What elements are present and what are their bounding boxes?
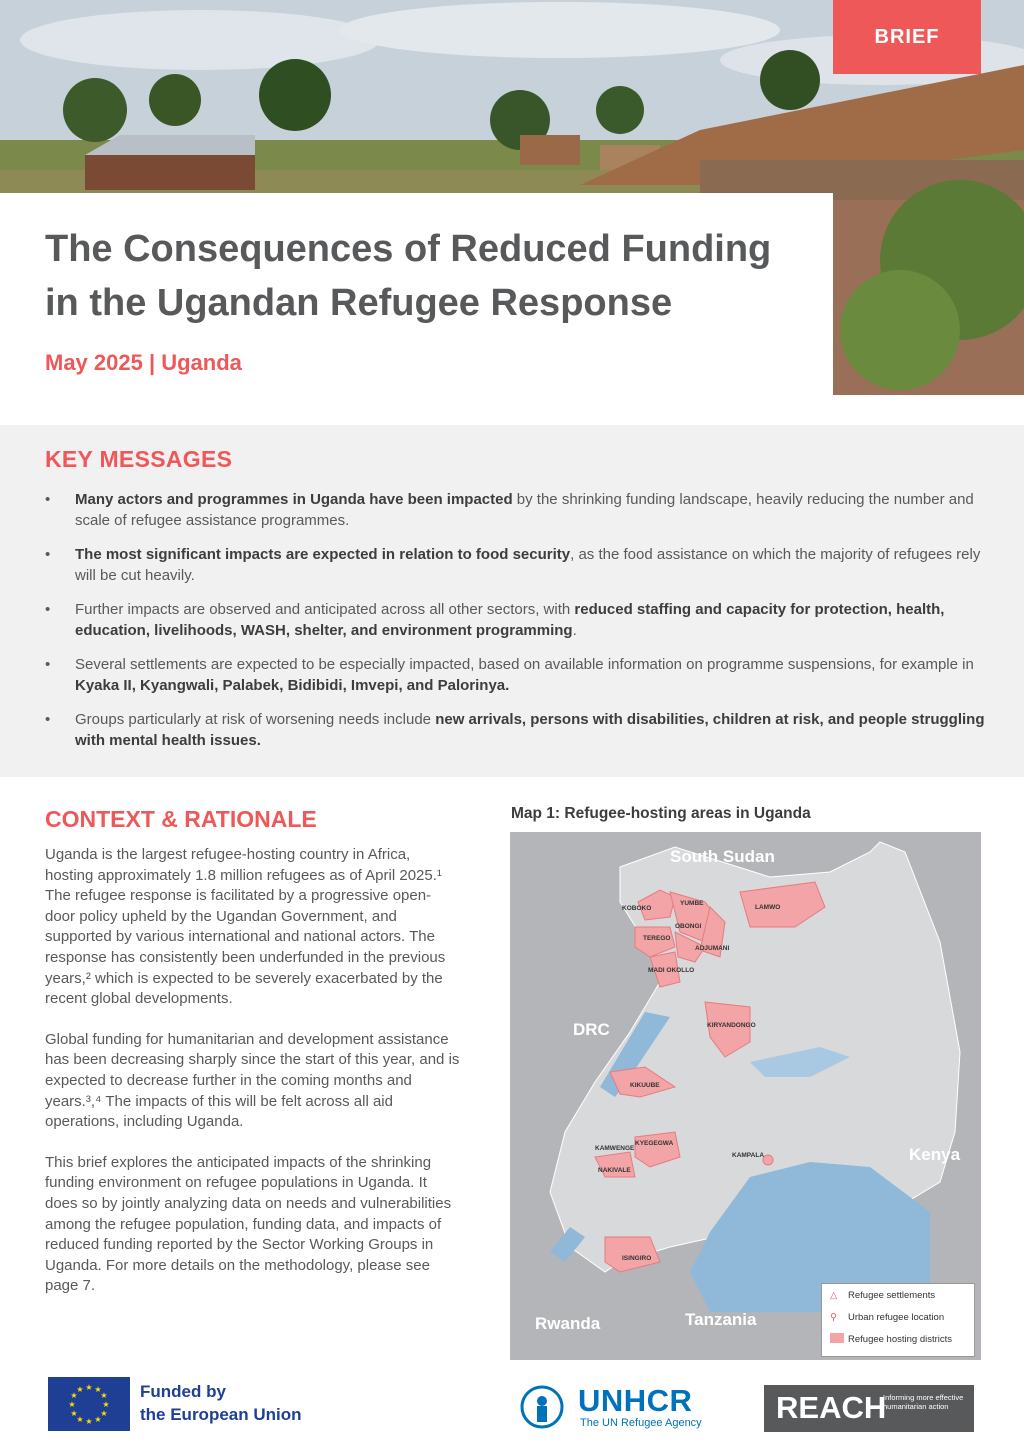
key-message-item: [45, 599, 985, 641]
map-title: Map 1: Refugee-hosting areas in Uganda: [511, 805, 811, 822]
district-kampala: [763, 1155, 773, 1165]
legend-row-districts: [822, 1328, 974, 1350]
key-message-item: [45, 709, 985, 751]
key-message-bold: The most significant impacts are expected in relation to food security: [75, 546, 571, 563]
legend-label: Refugee settlements: [848, 1289, 936, 1301]
key-message-bold: reduced staffing and capacity for protection, health, education, livelihoods, WASH, shelter, and environment programming: [75, 601, 945, 639]
svg-text:★: ★: [85, 1417, 93, 1426]
context-paragraph: Global funding for humanitarian and development assistance has been decreasing sharply since the start of this year, and is expected to decrease further in the coming months and years.³,⁴ The impacts of this will be felt across all aid operations, including Uganda.: [45, 1030, 460, 1131]
svg-text:★: ★: [100, 1391, 108, 1400]
eu-line-2: the European Union: [140, 1405, 302, 1424]
unhcr-subtitle: The UN Refugee Agency: [580, 1417, 702, 1429]
svg-text:★: ★: [76, 1385, 84, 1394]
district-label: KAMWENGE: [595, 1145, 635, 1152]
map-label-rwanda: Rwanda: [535, 1314, 601, 1333]
district-swatch-icon: [830, 1333, 848, 1346]
svg-text:★: ★: [70, 1409, 78, 1418]
eu-line-1: Funded by: [140, 1382, 226, 1401]
brief-badge: BRIEF: [833, 0, 981, 74]
district-label: ADJUMANI: [695, 945, 730, 952]
district-label: OBONGI: [675, 923, 702, 930]
map-label-kenya: Kenya: [909, 1145, 961, 1164]
map-legend: [821, 1283, 975, 1357]
svg-text:★: ★: [94, 1415, 102, 1424]
legend-label: Urban refugee location: [848, 1311, 945, 1323]
key-message-bold: new arrivals, persons with disabilities, children at risk, and people struggling with mental health issues.: [75, 711, 985, 749]
legend-row-urban: [822, 1306, 974, 1328]
map-label-tanzania: Tanzania: [685, 1310, 757, 1329]
key-message-text: .: [572, 622, 577, 639]
key-message-pre: Further impacts are observed and anticipated across all other sectors, with: [75, 601, 575, 618]
context-paragraph: Uganda is the largest refugee-hosting country in Africa, hosting approximately 1.8 million refugees as of April 2025.¹ The refugee response is facilitated by a progressive open-door policy upheld by the Ugandan Government, and supported by various international and national actors. The response has consistently been underfunded in the previous years,² which is expected to be severely exacerbated by the recent global developments.: [45, 846, 446, 1008]
key-messages-list: [45, 489, 985, 764]
context-body: [45, 845, 460, 1317]
key-message-item: [45, 544, 985, 586]
svg-text:★: ★: [68, 1400, 76, 1409]
district-label: ISINGIRO: [622, 1255, 652, 1262]
key-message-text: by the shrinking funding landscape, heavily reducing the number and scale of refugee assistance programmes.: [75, 491, 974, 529]
document-title: The Consequences of Reduced Funding in the Ugandan Refugee Response: [45, 228, 772, 324]
legend-label: Refugee hosting districts: [848, 1333, 953, 1345]
key-message-bold: Many actors and programmes in Uganda have been impacted: [75, 491, 513, 508]
district-label: KOBOKO: [622, 905, 652, 912]
district-label: KIKUUBE: [630, 1082, 660, 1089]
district-label: MADI OKOLLO: [648, 967, 695, 974]
key-message-bold: Kyaka II, Kyangwali, Palabek, Bidibidi, Imvepi, and Palorinya.: [75, 677, 510, 694]
document-subtitle: May 2025 | Uganda: [45, 350, 242, 375]
map-label-drc: DRC: [573, 1020, 610, 1039]
svg-text:★: ★: [76, 1415, 84, 1424]
svg-text:★: ★: [94, 1385, 102, 1394]
district-label: LAMWO: [755, 904, 781, 911]
district-label: KYEGEGWA: [635, 1140, 674, 1147]
legend-row-settlements: [822, 1284, 974, 1306]
context-heading: CONTEXT & RATIONALE: [45, 806, 317, 832]
reach-name: REACH: [776, 1390, 887, 1425]
key-message-pre: Several settlements are expected to be especially impacted, based on available information on programme suspensions, for example in: [75, 656, 974, 673]
district-label: KAMPALA: [732, 1152, 765, 1159]
svg-text:★: ★: [70, 1391, 78, 1400]
context-paragraph: This brief explores the anticipated impacts of the shrinking funding environment on refugee populations in Uganda. It does so by jointly analyzing data on needs and vulnerabilities among the refugee population, funding data, and impacts of reduced funding reported by the Sector Working Groups in Uganda. For more details on the methodology, please see page 7.: [45, 1153, 452, 1295]
svg-text:★: ★: [85, 1383, 93, 1392]
key-messages-heading: KEY MESSAGES: [45, 446, 233, 472]
district-label: YUMBE: [680, 900, 704, 907]
eu-funding-text: [140, 1380, 302, 1426]
uganda-map: [510, 832, 981, 1360]
triangle-icon: △: [830, 1289, 838, 1301]
key-message-item: [45, 654, 985, 696]
map-label-south-sudan: South Sudan: [670, 847, 775, 866]
unhcr-name: UNHCR: [578, 1383, 693, 1418]
district-label: NAKIVALE: [598, 1167, 631, 1174]
key-message-item: [45, 489, 985, 531]
key-message-text: , as the food assistance on which the majority of refugees rely will be cut heavily.: [75, 546, 981, 584]
reach-tagline: Informing more effective humanitarian action: [883, 1393, 964, 1411]
svg-text:★: ★: [102, 1400, 110, 1409]
district-label: KIRYANDONGO: [707, 1022, 756, 1029]
eu-flag-logo: [48, 1377, 130, 1431]
svg-text:★: ★: [100, 1409, 108, 1418]
key-message-pre: Groups particularly at risk of worsening needs include: [75, 711, 436, 728]
district-label: TEREGO: [643, 935, 671, 942]
location-pin-icon: ⚲: [830, 1311, 837, 1323]
